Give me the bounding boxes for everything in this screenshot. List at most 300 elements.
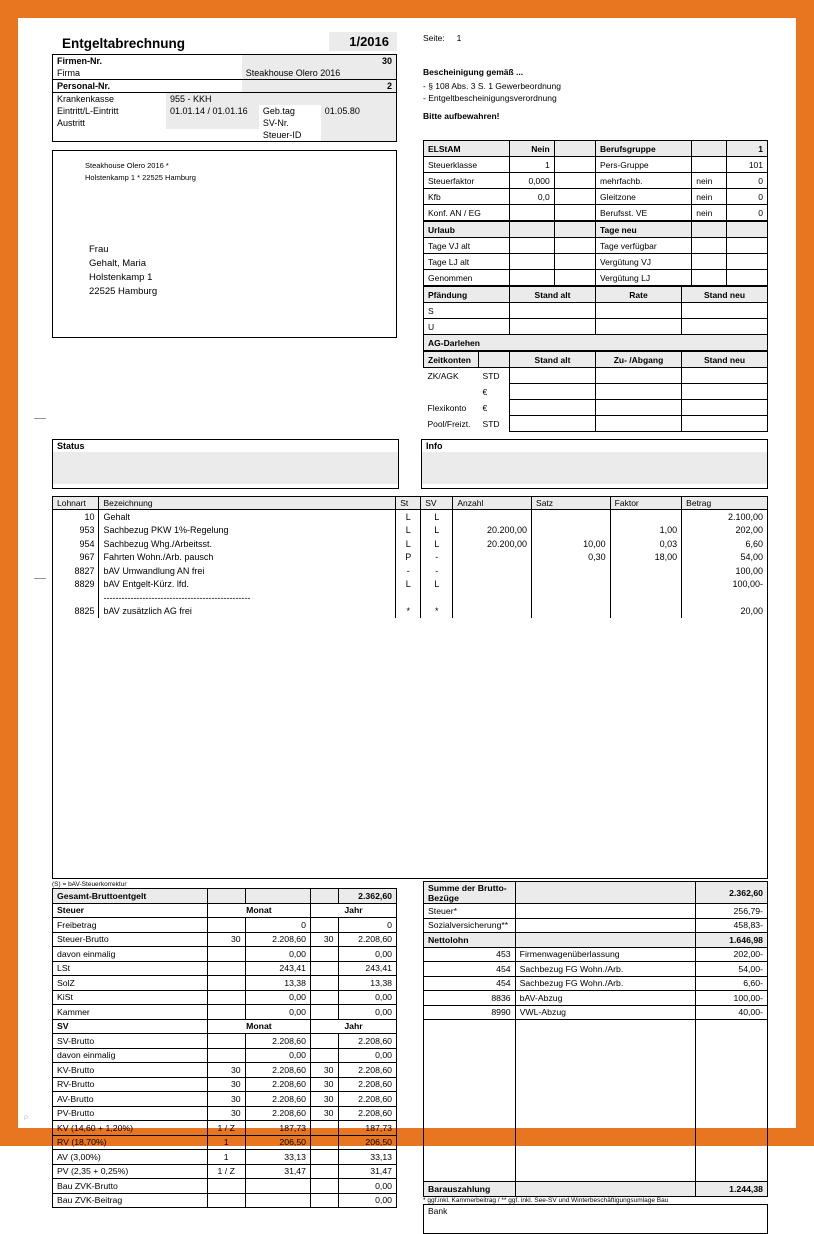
svbrutto-n2 — [310, 1034, 338, 1049]
cell-st: L — [396, 524, 421, 538]
elstam-sp4 — [554, 189, 595, 205]
gesamt-label: Gesamt-Bruttoentgelt — [53, 889, 208, 904]
info-block — [423, 32, 768, 432]
sozial-sum-sp — [515, 918, 695, 933]
avbrutto-monat: 2.208,60 — [245, 1092, 310, 1107]
svbrutto-jahr: 2.208,60 — [338, 1034, 397, 1049]
elstam-blank — [554, 141, 595, 157]
cell-bezeichnung: bAV Umwandlung AN frei — [99, 564, 396, 578]
col-anzahl: Anzahl — [453, 497, 532, 510]
pv-beitrag-sp — [310, 1164, 338, 1179]
urlaub-sp1 — [554, 238, 595, 254]
cell-faktor: 1,00 — [610, 524, 682, 538]
cell-betrag: 20,00 — [682, 605, 768, 619]
steuerklasse-label: Steuerklasse — [424, 157, 510, 173]
freibetrag-monat: 0 — [245, 918, 310, 933]
sozial-sum-label: Sozialversicherung** — [424, 918, 516, 933]
cell-satz — [532, 524, 611, 538]
svbrutto-monat: 2.208,60 — [245, 1034, 310, 1049]
pfaendung-table — [423, 286, 768, 351]
cell-satz: 10,00 — [532, 537, 611, 551]
pfaendung-row-u: U — [424, 319, 510, 335]
brutto-value: 2.362,60 — [695, 882, 767, 904]
table-row — [53, 524, 768, 538]
table-row — [53, 591, 768, 605]
cell-anzahl — [453, 510, 532, 524]
cell-sv: - — [421, 564, 453, 578]
rvbrutto-monat: 2.208,60 — [245, 1077, 310, 1092]
urlaub-tage-neu: Tage neu — [595, 222, 691, 238]
rv-beitrag-label: RV (18,70%) — [53, 1135, 208, 1150]
recipient-address — [89, 243, 157, 299]
page-info — [423, 32, 768, 122]
cell-bezeichnung: ------------------------------------------------- — [99, 591, 396, 605]
svbrutto-n1 — [207, 1034, 245, 1049]
deduction-label: Sachbezug FG Wohn./Arb. — [515, 976, 695, 991]
kammer-n1 — [207, 1005, 245, 1020]
cell-st: L — [396, 537, 421, 551]
zk-agk-zu — [595, 368, 681, 384]
zk-agk-neu — [681, 368, 767, 384]
legal-line-1: - § 108 Abs. 3 S. 1 Gewerbeordnung — [423, 81, 561, 91]
cell-betrag: 100,00- — [682, 578, 768, 592]
cell-sv: L — [421, 537, 453, 551]
steuerbrutto-monat: 2.208,60 — [245, 932, 310, 947]
kammer-jahr: 0,00 — [338, 1005, 397, 1020]
document-body — [52, 32, 768, 1234]
sv-head-label: SV — [53, 1019, 208, 1034]
deduction-value: 6,60- — [695, 976, 767, 991]
lst-n1 — [207, 961, 245, 976]
zvk-brutto-sp1 — [207, 1179, 245, 1194]
pfaendung-s-alt — [510, 303, 596, 319]
freibetrag-n1 — [207, 918, 245, 933]
fold-mark-top — [34, 418, 46, 419]
pool-unit: STD — [482, 418, 500, 429]
page-number-row — [423, 32, 768, 44]
cell-bezeichnung: Sachbezug Whg./Arbeitsst. — [99, 537, 396, 551]
steuerbrutto-n1: 30 — [207, 932, 245, 947]
deduction-label: VWL-Abzug — [515, 1005, 695, 1020]
firma-value: Steakhouse Olero 2016 — [242, 67, 397, 80]
steuerfaktor-label: Steuerfaktor — [424, 173, 510, 189]
sv-einmalig-label: davon einmalig — [53, 1048, 208, 1063]
netto-label: Nettolohn — [424, 933, 516, 948]
einmalig-jahr: 0,00 — [338, 947, 397, 962]
table-row — [53, 578, 768, 592]
urlaub-title: Urlaub — [424, 222, 510, 238]
elstam-title: ELStAM — [424, 141, 510, 157]
tage-vj-alt-label: Tage VJ alt — [424, 238, 510, 254]
zeitkonten-title: Zeitkonten — [424, 352, 479, 368]
steuerklasse-value: 1 — [510, 157, 555, 173]
aufbewahren-note: Bitte aufbewahren! — [423, 111, 500, 121]
tage-vj-alt-value — [510, 238, 555, 254]
urlaub-sp3 — [554, 254, 595, 270]
info-label: Info — [426, 441, 443, 451]
deduction-label: Firmenwagenüberlassung — [515, 947, 695, 962]
zeitkonten-zu-abgang: Zu- /Abgang — [595, 352, 681, 368]
col-sv: SV — [421, 497, 453, 510]
pfaendung-row-s: S — [424, 303, 510, 319]
cell-sv: L — [421, 510, 453, 524]
avbrutto-n2: 30 — [310, 1092, 338, 1107]
kvbrutto-n1: 30 — [207, 1063, 245, 1078]
auszahlung-label: Barauszahlung — [424, 1182, 516, 1197]
einmalig-n2 — [310, 947, 338, 962]
berufsst-num: 0 — [726, 205, 767, 221]
cell-sv — [421, 591, 453, 605]
steuer-sum-sp — [515, 904, 695, 919]
cell-anzahl — [453, 551, 532, 565]
pvbrutto-jahr: 2.208,60 — [338, 1106, 397, 1121]
genommen-label: Genommen — [424, 270, 510, 286]
cell-bezeichnung: Fahrten Wohn./Arb. pausch — [99, 551, 396, 565]
pv-beitrag-jahr: 31,47 — [338, 1164, 397, 1179]
bank-box — [423, 1204, 768, 1234]
pfaendung-u-neu — [682, 319, 768, 335]
status-box — [52, 439, 399, 489]
kvbrutto-label: KV-Brutto — [53, 1063, 208, 1078]
urlaub-table — [423, 221, 768, 286]
agdarlehen-title: AG-Darlehen — [424, 335, 768, 351]
kammer-label: Kammer — [53, 1005, 208, 1020]
netto-filler-3 — [695, 1020, 767, 1182]
persgruppe-value: 101 — [726, 157, 767, 173]
cell-faktor — [610, 605, 682, 619]
table-row — [53, 564, 768, 578]
info-content — [422, 452, 767, 484]
flexikonto-neu — [681, 400, 767, 416]
auszahlung-sp — [515, 1182, 695, 1197]
zk-eur-zu — [595, 384, 681, 400]
kvbrutto-jahr: 2.208,60 — [338, 1063, 397, 1078]
deduction-value: 40,00- — [695, 1005, 767, 1020]
sv-einmalig-monat: 0,00 — [245, 1048, 310, 1063]
rv-beitrag-sp — [310, 1135, 338, 1150]
deduction-label: Sachbezug FG Wohn./Arb. — [515, 962, 695, 977]
urlaub-sp2 — [692, 238, 726, 254]
cell-betrag — [682, 591, 768, 605]
krankenkasse-label: Krankenkasse — [57, 94, 115, 104]
tax-footnote: * ggf.inkl. Kammerbeitrag / ** ggf. inkl. See-SV und Winterbeschäftigungsumlage Bau — [423, 1196, 669, 1204]
austritt-label: Austritt — [57, 118, 86, 128]
cell-anzahl: 20.200,00 — [453, 524, 532, 538]
berufsst-label: Berufsst. VE — [595, 205, 691, 221]
genommen-value — [510, 270, 555, 286]
cell-lohnart: 8829 — [53, 578, 99, 592]
elstam-sp3 — [554, 173, 595, 189]
netto-value: 1.646,98 — [695, 933, 767, 948]
cell-lohnart: 10 — [53, 510, 99, 524]
deduction-label: bAV-Abzug — [515, 991, 695, 1006]
urlaub-h6 — [726, 222, 767, 238]
berufsgruppe-value: 1 — [726, 141, 767, 157]
cell-faktor — [610, 510, 682, 524]
konf-label: Konf. AN / EG — [424, 205, 510, 221]
cell-st: L — [396, 510, 421, 524]
table-row — [53, 605, 768, 619]
firm-box — [52, 54, 397, 93]
kvbrutto-n2: 30 — [310, 1063, 338, 1078]
zvk-beitrag-value: 0,00 — [338, 1193, 397, 1208]
deduction-code: 453 — [424, 947, 516, 962]
firm-number: 30 — [242, 55, 397, 68]
col-bezeichnung: Bezeichnung — [99, 497, 396, 510]
elstam-sp2 — [692, 157, 726, 173]
krankenkasse-value: 955 - KKH — [166, 93, 396, 105]
status-info-row — [52, 439, 768, 489]
right-summary — [423, 881, 768, 1234]
pfaendung-title: Pfändung — [424, 287, 510, 303]
deduction-code: 454 — [424, 962, 516, 977]
cell-sv: - — [421, 551, 453, 565]
kist-n2 — [310, 990, 338, 1005]
cell-betrag: 54,00 — [682, 551, 768, 565]
svnr-label: SV-Nr. — [262, 118, 289, 128]
solz-n2 — [310, 976, 338, 991]
geburtstag-value: 01.05.80 — [321, 105, 397, 117]
einmalig-label: davon einmalig — [53, 947, 208, 962]
cell-lohnart: 8825 — [53, 605, 99, 619]
seite-value: 1 — [456, 33, 462, 43]
title-row — [52, 32, 397, 54]
pvbrutto-n2: 30 — [310, 1106, 338, 1121]
col-lohnart: Lohnart — [53, 497, 99, 510]
urlaub-sp6 — [692, 270, 726, 286]
tage-lj-alt-label: Tage LJ alt — [424, 254, 510, 270]
solz-jahr: 13,38 — [338, 976, 397, 991]
av-beitrag-label: AV (3,00%) — [53, 1150, 208, 1165]
kv-beitrag-jahr: 187,73 — [338, 1121, 397, 1136]
sozial-sum-value: 458,83- — [695, 918, 767, 933]
cell-bezeichnung: Sachbezug PKW 1%-Regelung — [99, 524, 396, 538]
lst-monat: 243,41 — [245, 961, 310, 976]
kvbrutto-monat: 2.208,60 — [245, 1063, 310, 1078]
pv-beitrag-n1: 1 / Z — [207, 1164, 245, 1179]
summary-section — [52, 881, 768, 1234]
mehrfachb-label: mehrfachb. — [595, 173, 691, 189]
cell-satz — [532, 591, 611, 605]
zk-eur-label — [424, 384, 479, 400]
steuer-sum-value: 256,79- — [695, 904, 767, 919]
freibetrag-n2 — [310, 918, 338, 933]
av-beitrag-jahr: 33,13 — [338, 1150, 397, 1165]
zvk-brutto-value: 0,00 — [338, 1179, 397, 1194]
pfaendung-stand-neu: Stand neu — [682, 287, 768, 303]
pvbrutto-n1: 30 — [207, 1106, 245, 1121]
rvbrutto-n2: 30 — [310, 1077, 338, 1092]
cell-st: * — [396, 605, 421, 619]
avbrutto-jahr: 2.208,60 — [338, 1092, 397, 1107]
pvbrutto-monat: 2.208,60 — [245, 1106, 310, 1121]
zvk-brutto-label: Bau ZVK-Brutto — [53, 1179, 208, 1194]
deduction-code: 8836 — [424, 991, 516, 1006]
sv-head-jahr: Jahr — [310, 1019, 396, 1034]
brutto-sp — [515, 882, 695, 904]
solz-label: SolZ — [53, 976, 208, 991]
cell-anzahl — [453, 605, 532, 619]
kv-beitrag-n1: 1 / Z — [207, 1121, 245, 1136]
cell-st: L — [396, 578, 421, 592]
konf-value — [510, 205, 555, 221]
pfaendung-stand-alt: Stand alt — [510, 287, 596, 303]
cell-bezeichnung: bAV Entgelt-Kürz. lfd. — [99, 578, 396, 592]
page-title: Entgeltabrechnung — [62, 36, 186, 51]
kv-beitrag-label: KV (14,60 + 1,20%) — [53, 1121, 208, 1136]
steuer-sum-label: Steuer* — [424, 904, 516, 919]
zk-agk-label: ZK/AGK — [427, 370, 459, 381]
einmalig-monat: 0,00 — [245, 947, 310, 962]
period-badge: 1/2016 — [329, 32, 397, 51]
rv-beitrag-monat: 206,50 — [245, 1135, 310, 1150]
kv-beitrag-sp — [310, 1121, 338, 1136]
freibetrag-label: Freibetrag — [53, 918, 208, 933]
kist-jahr: 0,00 — [338, 990, 397, 1005]
zvk-brutto-sp2 — [245, 1179, 310, 1194]
firm-label: Firmen-Nr. — [57, 56, 103, 66]
table-row — [53, 551, 768, 565]
kammer-n2 — [310, 1005, 338, 1020]
zvk-beitrag-sp1 — [207, 1193, 245, 1208]
rvbrutto-label: RV-Brutto — [53, 1077, 208, 1092]
recipient-city: 22525 Hamburg — [89, 286, 158, 297]
sv-einmalig-jahr: 0,00 — [338, 1048, 397, 1063]
recipient-salutation: Frau — [89, 244, 109, 255]
lst-jahr: 243,41 — [338, 961, 397, 976]
mehrfachb-value: nein — [692, 173, 726, 189]
recipient-street: Holstenkamp 1 — [89, 272, 153, 283]
employer-employee-block — [52, 32, 397, 432]
berufsgruppe-label: Berufsgruppe — [595, 141, 691, 157]
einmalig-n1 — [207, 947, 245, 962]
cell-faktor: 0,03 — [610, 537, 682, 551]
solz-monat: 13,38 — [245, 976, 310, 991]
urlaub-h5 — [692, 222, 726, 238]
kist-label: KiSt — [53, 990, 208, 1005]
zk-eur-unit: € — [482, 386, 488, 397]
info-box — [421, 439, 768, 489]
deduction-value: 54,00- — [695, 962, 767, 977]
kist-n1 — [207, 990, 245, 1005]
sender-company: Steakhouse Olero 2016 * — [85, 161, 169, 170]
netto-table — [423, 881, 768, 1197]
cell-anzahl: 20.200,00 — [453, 537, 532, 551]
seite-label: Seite: — [423, 33, 445, 43]
wage-header-row — [53, 497, 768, 510]
cell-faktor: 18,00 — [610, 551, 682, 565]
wage-items-table — [52, 496, 768, 879]
austritt-value — [166, 117, 259, 129]
status-label: Status — [57, 441, 85, 451]
cell-sv: L — [421, 578, 453, 592]
av-beitrag-monat: 33,13 — [245, 1150, 310, 1165]
av-beitrag-sp — [310, 1150, 338, 1165]
rv-beitrag-n1: 1 — [207, 1135, 245, 1150]
netto-filler-2 — [515, 1020, 695, 1182]
cell-lohnart: 967 — [53, 551, 99, 565]
gesamt-sp2 — [245, 889, 310, 904]
av-beitrag-n1: 1 — [207, 1150, 245, 1165]
verguetung-vj-label: Vergütung VJ — [595, 254, 691, 270]
cell-faktor — [610, 578, 682, 592]
steuer-head-label: Steuer — [53, 903, 208, 918]
zk-eur-neu — [681, 384, 767, 400]
avbrutto-label: AV-Brutto — [53, 1092, 208, 1107]
steuerbrutto-label: Steuer-Brutto — [53, 932, 208, 947]
table-filler-row — [53, 618, 768, 879]
spacer-cell-2 — [166, 129, 259, 142]
col-faktor: Faktor — [610, 497, 682, 510]
pool-neu — [681, 416, 767, 432]
rvbrutto-jahr: 2.208,60 — [338, 1077, 397, 1092]
urlaub-h3 — [554, 222, 595, 238]
pool-label: Pool/Freizt. — [427, 418, 471, 429]
cell-betrag: 100,00 — [682, 564, 768, 578]
elstam-table — [423, 140, 768, 221]
insurance-box — [52, 93, 397, 142]
flexikonto-label: Flexikonto — [427, 402, 467, 413]
rvbrutto-n1: 30 — [207, 1077, 245, 1092]
flexikonto-zu — [595, 400, 681, 416]
netto-filler-1 — [424, 1020, 516, 1182]
steuerid-label: Steuer-ID — [262, 130, 302, 140]
pvbrutto-label: PV-Brutto — [53, 1106, 208, 1121]
cell-satz — [532, 510, 611, 524]
cell-satz — [532, 578, 611, 592]
zeitkonten-unit-head — [479, 352, 510, 368]
pool-zu — [595, 416, 681, 432]
zvk-brutto-sp3 — [310, 1179, 338, 1194]
zvk-beitrag-label: Bau ZVK-Beitrag — [53, 1193, 208, 1208]
tage-verfuegbar-value — [726, 238, 767, 254]
cell-sv: * — [421, 605, 453, 619]
urlaub-sp4 — [692, 254, 726, 270]
steuerbrutto-n2: 30 — [310, 932, 338, 947]
status-content — [53, 452, 398, 484]
cell-lohnart — [53, 591, 99, 605]
verguetung-lj-value — [726, 270, 767, 286]
cell-anzahl — [453, 578, 532, 592]
mehrfachb-num: 0 — [726, 173, 767, 189]
gesamt-sp1 — [207, 889, 245, 904]
sv-einmalig-n1 — [207, 1048, 245, 1063]
steuerid-value — [321, 129, 397, 142]
bank-label: Bank — [428, 1205, 448, 1216]
cell-anzahl — [453, 591, 532, 605]
lst-label: LSt — [53, 961, 208, 976]
pool-alt — [509, 416, 595, 432]
svnr-value — [321, 117, 397, 129]
geburtstag-label: Geb.tag — [262, 106, 295, 116]
cell-anzahl — [453, 564, 532, 578]
steuerfaktor-value: 0,000 — [510, 173, 555, 189]
netto-sp — [515, 933, 695, 948]
cell-st: - — [396, 564, 421, 578]
cell-st: P — [396, 551, 421, 565]
pfaendung-u-alt — [510, 319, 596, 335]
tage-verfuegbar-label: Tage verfügbar — [595, 238, 691, 254]
personal-label: Personal-Nr. — [57, 81, 111, 91]
freibetrag-jahr: 0 — [338, 918, 397, 933]
kammer-monat: 0,00 — [245, 1005, 310, 1020]
zk-eur-alt — [509, 384, 595, 400]
lst-n2 — [310, 961, 338, 976]
col-betrag: Betrag — [682, 497, 768, 510]
kfb-label: Kfb — [424, 189, 510, 205]
zk-agk-alt — [509, 368, 595, 384]
cell-lohnart: 954 — [53, 537, 99, 551]
